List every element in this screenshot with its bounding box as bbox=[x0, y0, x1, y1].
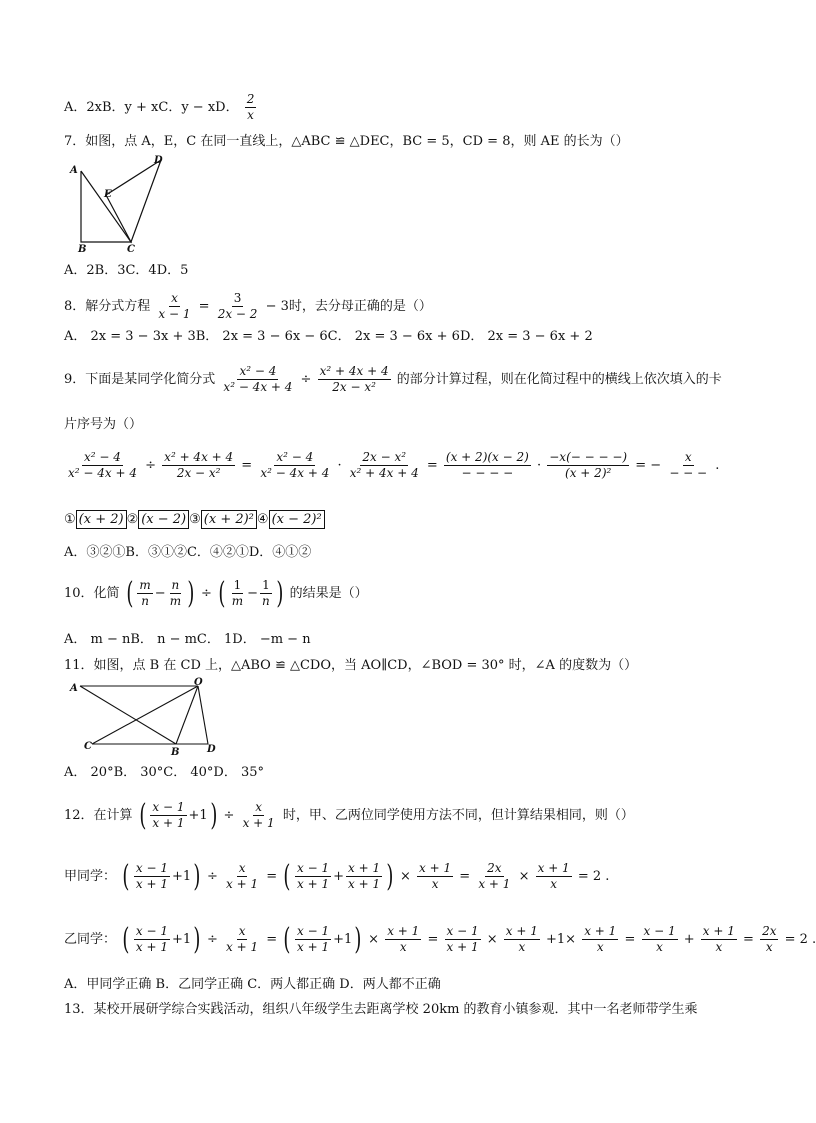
frac-den: x bbox=[399, 940, 407, 954]
q7-triangle-abc bbox=[81, 171, 131, 242]
q6-options bbox=[64, 92, 258, 123]
q12-jia-line: 甲同学： ( $\frac{x - 1}{x + 1}$ +1) ÷ $\frac{x}{x + 1}$ = ( $\frac{x - 1}{x + 1}$ + $\frac{x + 1}{x + 1}$ ) × $\frac{x + 1}{x}$ = $\frac{2x}{x + 1}$ × $\frac{x + 1}{x}$ = 2 . bbox=[64, 858, 610, 894]
q12-options: A．甲同学正确 B．乙同学正确 C．两人都正确 D．两人都不正确 bbox=[64, 977, 441, 992]
card-box: (x − 2)² bbox=[269, 510, 325, 529]
frac bbox=[536, 861, 572, 892]
frac-den: 2x − 2 bbox=[217, 307, 258, 321]
q9-post: 的部分计算过程，则在化简过程中的横线上依次填入的卡 bbox=[396, 372, 722, 387]
frac-num: x bbox=[255, 800, 263, 814]
frac-den: x bbox=[715, 940, 723, 954]
q7-options: A．2B．3C．4D．5 bbox=[64, 263, 189, 278]
q9-options: A．③②①B．③①②C．④②①D．④①② bbox=[64, 545, 312, 560]
card-number: ③ bbox=[189, 512, 201, 527]
q12-yi-line: 乙同学： ( $\frac{x - 1}{x + 1}$ +1) ÷ $\frac{x}{x + 1}$ = ( $\frac{x - 1}{x + 1}$ +1) × $\frac{x + 1}{x}$ = $\frac{x - 1}{x + 1}$ × $\frac{x + 1}{x}$ +1× $\frac{x + 1}{x}$ = $\frac{x - 1}{x}$ + $\frac{x + 1}{x}$ = $\frac{2x}{x}$ = 2 . bbox=[64, 921, 816, 957]
frac-num: 1 bbox=[233, 578, 242, 592]
q11-line-ab bbox=[80, 686, 176, 744]
frac-num: x − 1 bbox=[135, 861, 168, 875]
frac-den: x + 1 bbox=[348, 877, 381, 891]
frac-num: 1 bbox=[262, 578, 270, 592]
q8-frac2 bbox=[216, 291, 260, 322]
q10-post: 的结果是（） bbox=[289, 586, 368, 601]
frac-den: x bbox=[550, 877, 558, 891]
card-number: ④ bbox=[256, 512, 269, 527]
q9-step-frac bbox=[66, 450, 139, 481]
frac-num: x bbox=[171, 291, 178, 305]
q11-label-c: C bbox=[84, 741, 92, 752]
frac-num: n bbox=[171, 578, 180, 592]
frac-den: m bbox=[231, 594, 244, 608]
frac bbox=[224, 861, 260, 892]
q8-post: − 3时，去分母正确的是（） bbox=[265, 299, 432, 314]
frac-den: n bbox=[262, 594, 270, 608]
frac bbox=[260, 578, 272, 609]
frac-num: 2 bbox=[246, 92, 255, 106]
frac bbox=[230, 578, 245, 609]
frac bbox=[417, 861, 453, 892]
q7-label-b: B bbox=[78, 244, 87, 255]
frac-den: − − − − bbox=[461, 466, 514, 480]
frac bbox=[701, 924, 737, 955]
frac-num: 2x bbox=[487, 861, 502, 875]
q11-label-b: B bbox=[171, 747, 180, 758]
frac-num: −x(− − − −) bbox=[549, 450, 628, 464]
q9-step-frac bbox=[162, 450, 235, 481]
frac-den: x bbox=[431, 877, 439, 891]
frac-den: x² + 4x + 4 bbox=[349, 466, 419, 480]
frac-num: m bbox=[139, 578, 151, 592]
frac bbox=[241, 800, 277, 831]
q12-yi-result: = 2 . bbox=[784, 932, 816, 947]
frac-den: (x + 2)² bbox=[565, 466, 612, 480]
card-box: (x + 2) bbox=[76, 510, 127, 529]
q9-step-frac bbox=[348, 450, 421, 481]
frac-den: x + 1 bbox=[226, 940, 259, 954]
q12-pre: 12．在计算 bbox=[64, 808, 133, 823]
q13-question: 13．某校开展研学综合实践活动，组织八年级学生去距离学校 20km 的教育小镇参观．其中一名老师带学生乘 bbox=[64, 1002, 698, 1017]
frac-num: x − 1 bbox=[297, 924, 330, 938]
q7-label-a: A bbox=[70, 165, 78, 176]
frac bbox=[476, 861, 512, 892]
frac bbox=[582, 924, 618, 955]
q9-step-frac bbox=[258, 450, 331, 481]
card-box: (x − 2) bbox=[138, 510, 189, 529]
q11-label-d: D bbox=[207, 744, 216, 755]
q9-step-frac bbox=[667, 450, 709, 481]
frac-num: x − 1 bbox=[643, 924, 676, 938]
q11-label-o: O bbox=[194, 677, 203, 688]
q11-label-a: A bbox=[70, 683, 78, 694]
frac bbox=[224, 924, 260, 955]
frac-num: (x + 2)(x − 2) bbox=[445, 450, 529, 464]
frac-den: 2x − x² bbox=[176, 466, 221, 480]
frac-den: x² − 4x + 4 bbox=[68, 466, 137, 480]
q6-options-text: A．2xB．y + xC．y − xD． bbox=[64, 100, 239, 115]
q8-options: A． 2x = 3 − 3x + 3B． 2x = 3 − 6x − 6C． 2x = 3 − 6x + 6D． 2x = 3 − 6x + 2 bbox=[64, 329, 593, 344]
frac-den: x bbox=[596, 940, 604, 954]
q7-question: 7．如图，点 A，E，C 在同一直线上，△ABC ≌ △DEC，BC = 5，CD = 8，则 AE 的长为（） bbox=[64, 134, 629, 149]
frac-num: x bbox=[238, 861, 246, 875]
frac-den: x bbox=[247, 108, 254, 122]
frac bbox=[150, 800, 186, 831]
frac-den: x + 1 bbox=[242, 816, 275, 830]
q12-post: 时，甲、乙两位同学使用方法不同，但计算结果相同，则（） bbox=[282, 808, 634, 823]
q7-label-c: C bbox=[127, 244, 135, 255]
frac-num: x − 1 bbox=[446, 924, 479, 938]
q11-line-od bbox=[198, 686, 208, 744]
frac-den: x + 1 bbox=[226, 877, 259, 891]
q9-pre: 9．下面是某同学化简分式 bbox=[64, 372, 216, 387]
q11-triangle-figure bbox=[66, 677, 226, 757]
frac bbox=[346, 861, 382, 892]
q7-label-e: E bbox=[104, 189, 112, 200]
q9-frac2 bbox=[318, 364, 391, 395]
frac-den: x + 1 bbox=[297, 940, 330, 954]
q9-frac1 bbox=[221, 364, 294, 395]
frac-den: x + 1 bbox=[478, 877, 511, 891]
q12-jia-result: = 2 . bbox=[577, 869, 610, 884]
frac-den: m bbox=[169, 594, 182, 608]
frac-den: n bbox=[141, 594, 149, 608]
frac-den: x bbox=[765, 940, 773, 954]
q10-pre: 10．化简 bbox=[64, 586, 120, 601]
frac-num: x + 1 bbox=[419, 861, 452, 875]
q7-triangle-figure bbox=[66, 153, 172, 253]
frac-den: x² − 4x + 4 bbox=[223, 380, 293, 394]
q11-question: 11．如图，点 B 在 CD 上，△ABO ≌ △CDO，当 AO∥CD，∠BOD = 30° 时，∠A 的度数为（） bbox=[64, 658, 638, 673]
q9-question-cont: 片序号为（） bbox=[64, 417, 143, 432]
q9-cards bbox=[64, 510, 325, 529]
q9-steps: $\frac{\text{x² − 4}}{\text{x² − 4x + 4}}$ ÷ $\frac{\text{x² + 4x + 4}}{\text{2x − x²}}$ = $\frac{\text{x² − 4}}{\text{x² − 4x + 4}}$ · $\frac{\text{2x − x²}}{\text{x² + 4x + 4}}$ = $\frac{(x + 2)(x - 2)}{- - - -}$ · $\frac{-x(- - - -)}{\text{(x + 2)²}}$ = − $\frac{x}{- - -}$ . bbox=[68, 450, 720, 480]
q9-step-frac bbox=[547, 450, 629, 481]
q10-options: A． m − nB． n − mC． 1D． −m − n bbox=[64, 632, 311, 647]
frac-num: x + 1 bbox=[505, 924, 538, 938]
q11-options: A． 20°B． 30°C． 40°D． 35° bbox=[64, 765, 265, 780]
frac-den: x + 1 bbox=[446, 940, 479, 954]
frac-num: x² − 4 bbox=[276, 450, 314, 464]
frac-num: x + 1 bbox=[702, 924, 735, 938]
q6-option-d-fraction bbox=[245, 92, 257, 123]
q10-question: 10．化简 ( $\frac{m}{n}$ − $\frac{n}{m}$ ) ÷ ( $\frac{1}{m}$ − $\frac{1}{n}$ ) 的结果是（） bbox=[64, 575, 368, 611]
frac-den: 2x − x² bbox=[332, 380, 376, 394]
frac-den: x bbox=[656, 940, 663, 954]
frac-num: x bbox=[684, 450, 692, 464]
frac bbox=[642, 924, 678, 955]
frac-num: 2x − x² bbox=[362, 450, 407, 464]
q11-line-ob bbox=[176, 686, 198, 744]
frac bbox=[168, 578, 183, 609]
frac-den: x + 1 bbox=[135, 877, 168, 891]
frac bbox=[504, 924, 540, 955]
frac bbox=[385, 924, 421, 955]
frac bbox=[445, 924, 481, 955]
frac bbox=[134, 924, 170, 955]
frac-num: x² − 4 bbox=[239, 364, 277, 378]
card-number: ② bbox=[126, 512, 139, 527]
frac-num: x + 1 bbox=[584, 924, 617, 938]
frac-den: x + 1 bbox=[152, 816, 185, 830]
q12-yi-label: 乙同学： bbox=[64, 932, 117, 947]
frac-num: x² + 4x + 4 bbox=[319, 364, 389, 378]
q12-jia-label: 甲同学： bbox=[64, 869, 117, 884]
q8-pre: 8．解分式方程 bbox=[64, 299, 151, 314]
frac-num: x² − 4 bbox=[84, 450, 121, 464]
frac-num: x² + 4x + 4 bbox=[164, 450, 234, 464]
q7-triangle-dec bbox=[106, 160, 161, 242]
q11-line-co bbox=[92, 686, 198, 744]
q9-question: 9．下面是某同学化简分式 $\frac{\text{x² − 4}}{\text{x² − 4x + 4}}$ ÷ $\frac{\text{x² + 4x + 4}}{\text{2x − x²}}$ 的部分计算过程，则在化简过程中的横线上依次填入的卡 bbox=[64, 364, 722, 394]
frac-num: x + 1 bbox=[348, 861, 381, 875]
frac-den: x bbox=[518, 940, 526, 954]
frac-den: x² − 4x + 4 bbox=[260, 466, 330, 480]
q12-question: 12．在计算 ( $\frac{x - 1}{x + 1}$ +1) ÷ $\frac{x}{x + 1}$ 时，甲、乙两位同学使用方法不同，但计算结果相同，则（） bbox=[64, 797, 634, 833]
frac-num: x − 1 bbox=[297, 861, 330, 875]
q8-frac1 bbox=[156, 291, 192, 322]
frac-den: − − − bbox=[669, 466, 708, 480]
frac-den: x + 1 bbox=[135, 940, 168, 954]
frac-den: x − 1 bbox=[158, 307, 191, 321]
frac-num: x bbox=[238, 924, 246, 938]
frac-den: x + 1 bbox=[297, 877, 330, 891]
frac bbox=[137, 578, 152, 609]
frac-num: x + 1 bbox=[537, 861, 570, 875]
frac-num: x − 1 bbox=[152, 800, 185, 814]
frac bbox=[134, 861, 170, 892]
q8-question: 8．解分式方程 $\frac{x}{x - 1}$ = $\frac{3}{2x - 2}$ − 3时，去分母正确的是（） bbox=[64, 291, 432, 321]
frac-num: 3 bbox=[233, 291, 242, 305]
q9-step-frac bbox=[444, 450, 531, 481]
frac-num: 2x bbox=[762, 924, 777, 938]
frac-num: x − 1 bbox=[135, 924, 168, 938]
frac-num: x + 1 bbox=[387, 924, 420, 938]
q7-label-d: D bbox=[154, 155, 163, 166]
frac bbox=[295, 861, 331, 892]
frac bbox=[295, 924, 331, 955]
card-box: (x + 2)² bbox=[201, 510, 257, 529]
frac bbox=[760, 924, 778, 955]
card-number: ① bbox=[64, 512, 76, 527]
